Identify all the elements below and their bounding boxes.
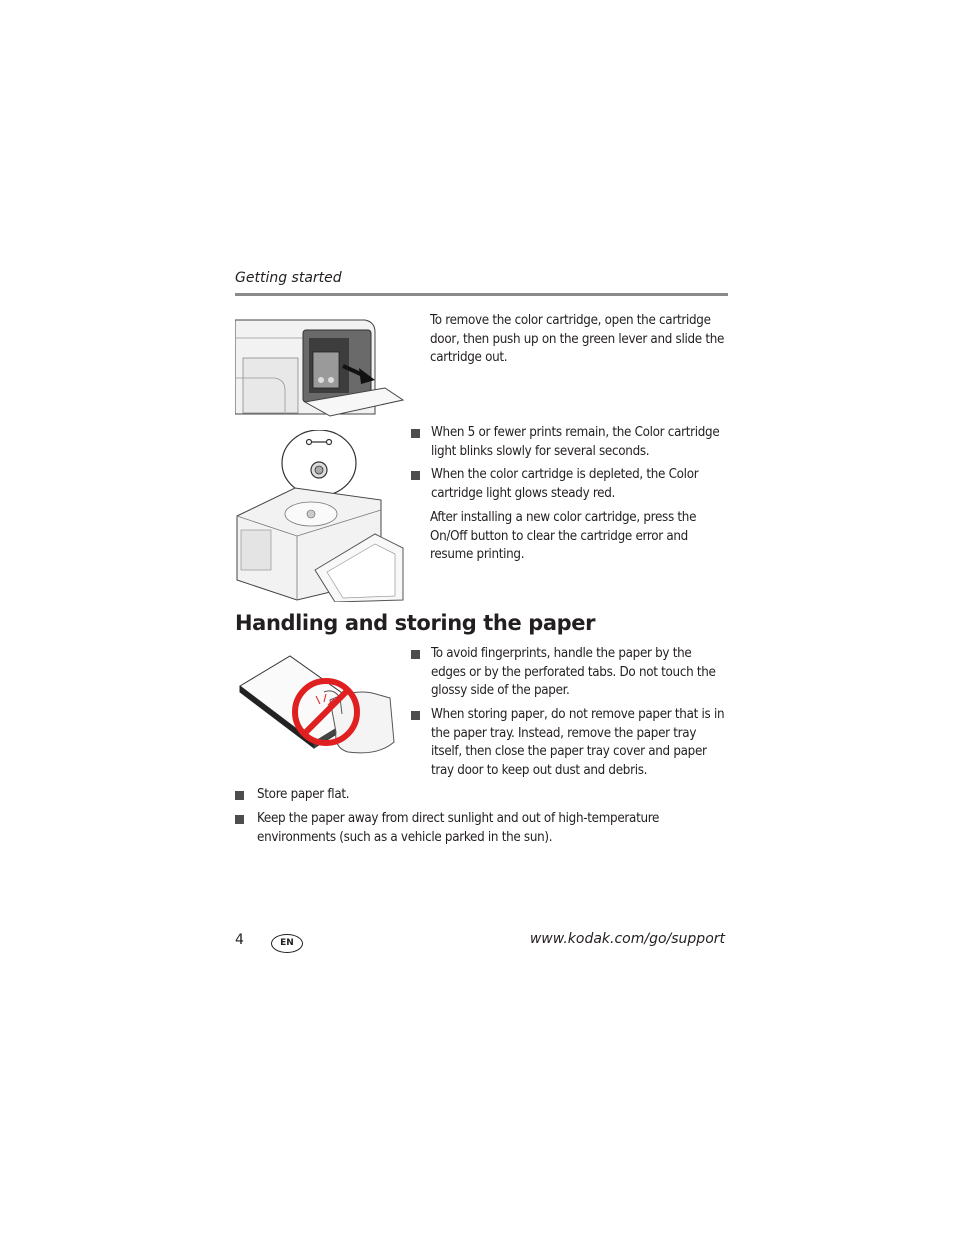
printer-light-illustration bbox=[235, 430, 405, 602]
printer-cartridge-illustration bbox=[235, 318, 405, 418]
list-item: Store paper flat. bbox=[235, 786, 695, 805]
list-item: When storing paper, do not remove paper that is in the paper tray. Instead, remove the paper tray itself, then close the paper tray cover and paper tray door to keep out dust and debris. bbox=[411, 706, 728, 780]
list-item: Keep the paper away from direct sunlight and out of high-temperature environments (such as a vehicle parked in the sun). bbox=[235, 810, 695, 847]
header-rule bbox=[235, 293, 728, 296]
section-title: Handling and storing the paper bbox=[235, 611, 596, 635]
bullet-marker bbox=[411, 429, 420, 438]
language-badge: EN bbox=[271, 934, 303, 953]
cartridge-note: After installing a new color cartridge, press the On/Off button to clear the cartridge error and resume printing. bbox=[430, 510, 697, 562]
bullet-marker bbox=[411, 471, 420, 480]
no-touch-paper-illustration bbox=[238, 652, 408, 757]
bullet-marker bbox=[235, 815, 244, 824]
running-head: Getting started bbox=[235, 270, 342, 286]
bullet-marker bbox=[411, 650, 420, 659]
list-item: When the color cartridge is depleted, the Color cartridge light glows steady red. bbox=[411, 466, 728, 503]
bullet-marker bbox=[411, 711, 420, 720]
cartridge-removal-text: To remove the color cartridge, open the cartridge door, then push up on the green lever and slide the cartridge out. bbox=[430, 313, 725, 365]
list-item: To avoid fingerprints, handle the paper by the edges or by the perforated tabs. Do not touch the glossy side of the paper. bbox=[411, 645, 728, 701]
list-item: When 5 or fewer prints remain, the Color cartridge light blinks slowly for several seconds. bbox=[411, 424, 728, 461]
support-url[interactable]: www.kodak.com/go/support bbox=[529, 931, 725, 947]
bullet-marker bbox=[235, 791, 244, 800]
page-number: 4 bbox=[235, 932, 244, 948]
